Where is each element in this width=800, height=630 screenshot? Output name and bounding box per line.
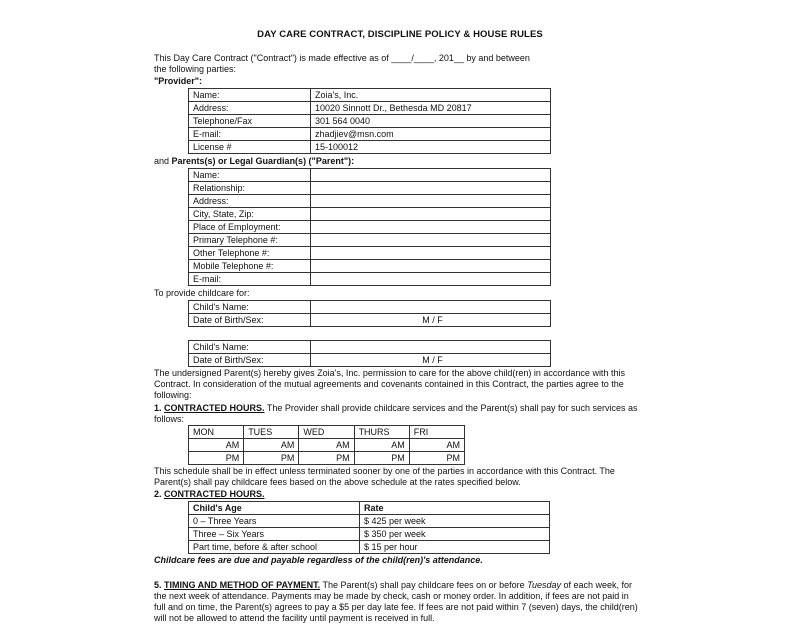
child-name-field[interactable] [311, 301, 551, 314]
parent-label: Place of Employment: [189, 221, 311, 234]
parent-value-field[interactable] [311, 260, 551, 273]
pm-cell[interactable]: PM [354, 452, 409, 465]
table-row [189, 141, 551, 154]
intro-line-1: This Day Care Contract ("Contract") is made effective as of ____/____, 201__ by and between [154, 53, 530, 63]
section-2-title: CONTRACTED HOURS. [164, 489, 265, 499]
am-cell[interactable]: AM [299, 439, 354, 452]
hours-table [188, 425, 465, 465]
provider-label: Telephone/Fax [189, 115, 311, 128]
undersigned-line-2: Contract. In consideration of the mutual agreements and covenants contained in this Contract, the parties agree to the [154, 379, 624, 389]
table-row [189, 515, 550, 528]
table-row [189, 221, 551, 234]
provider-value[interactable]: 15-100012 [311, 141, 551, 154]
parent-value-field[interactable] [311, 221, 551, 234]
section-5-title: TIMING AND METHOD OF PAYMENT. [164, 580, 321, 590]
rate-table [188, 501, 550, 554]
section-5-text-b: of each week, for [561, 580, 633, 590]
child-name-label: Child's Name: [189, 341, 311, 354]
day-header: FRI [409, 426, 464, 439]
parent-value-field[interactable] [311, 234, 551, 247]
childcare-intro: To provide childcare for: [154, 288, 250, 298]
section-5-text-a: The Parent(s) shall pay childcare fees on or before [320, 580, 528, 590]
table-row [189, 314, 551, 327]
section-5-line-3: full and on time, the Parent(s) agrees to pay a $5 per day late fee. If fees are not paid within 7 (seven) days, the child(ren) [154, 602, 638, 612]
child-sex-field[interactable]: M / F [311, 354, 551, 367]
parent-label: Primary Telephone #: [189, 234, 311, 247]
section-1-number: 1. [154, 403, 165, 413]
table-row [189, 528, 550, 541]
parent-value-field[interactable] [311, 169, 551, 182]
table-row [189, 426, 465, 439]
child-sex-field[interactable]: M / F [311, 314, 551, 327]
section-5-line-4: will not be allowed to attend the facility until payment is received in full. [154, 613, 435, 623]
parent-heading-line [154, 156, 664, 167]
parent-label: City, State, Zip: [189, 208, 311, 221]
pm-cell[interactable]: PM [409, 452, 464, 465]
am-cell[interactable]: AM [354, 439, 409, 452]
parent-value-field[interactable] [311, 195, 551, 208]
section-1-title: CONTRACTED HOURS. [164, 403, 265, 413]
provider-table [188, 88, 551, 154]
section-1-text: The Provider shall provide childcare services and the Parent(s) shall pay for such services as [264, 403, 638, 413]
section-5-line-2: the next week of attendance. Payments may be made by check, cash or money order. In addition, if fees are not paid in [154, 591, 629, 601]
rate-age: Three – Six Years [189, 528, 360, 541]
parent-value-field[interactable] [311, 247, 551, 260]
parent-label: E-mail: [189, 273, 311, 286]
table-row [189, 169, 551, 182]
table-row [189, 273, 551, 286]
provider-value[interactable]: 301 564 0040 [311, 115, 551, 128]
am-cell[interactable]: AM [189, 439, 244, 452]
schedule-line-1: This schedule shall be in effect unless terminated sooner by one of the parties in accordance with this Contract. The [154, 466, 615, 476]
section-1-heading [154, 403, 674, 414]
parent-label: Address: [189, 195, 311, 208]
rate-header-age: Child's Age [189, 502, 360, 515]
day-header: THURS [354, 426, 409, 439]
child-table-2 [188, 340, 551, 367]
parent-heading: Parents(s) or Legal Guardian(s) ("Parent"): [171, 156, 355, 166]
table-row [189, 502, 550, 515]
parent-value-field[interactable] [311, 273, 551, 286]
rate-age: 0 – Three Years [189, 515, 360, 528]
provider-label: Address: [189, 102, 311, 115]
provider-label: Name: [189, 89, 311, 102]
rate-value: $ 15 per hour [360, 541, 550, 554]
rate-value: $ 425 per week [360, 515, 550, 528]
section-1-text-2: follows: [154, 414, 185, 424]
section-2-number: 2. [154, 489, 165, 499]
parent-label: Relationship: [189, 182, 311, 195]
child-dob-label: Date of Birth/Sex: [189, 354, 311, 367]
table-row [189, 115, 551, 128]
undersigned-line-1: The undersigned Parent(s) hereby gives Zoia's, Inc. permission to care for the above child(ren) in accordance with this [154, 368, 625, 378]
rate-value: $ 350 per week [360, 528, 550, 541]
provider-value[interactable]: zhadjiev@msn.com [311, 128, 551, 141]
section-5-number: 5. [154, 580, 165, 590]
provider-label: License # [189, 141, 311, 154]
section-2-heading [154, 489, 664, 500]
table-row [189, 182, 551, 195]
provider-label: E-mail: [189, 128, 311, 141]
am-cell[interactable]: AM [244, 439, 299, 452]
parent-label: Other Telephone #: [189, 247, 311, 260]
rate-header-rate: Rate [360, 502, 550, 515]
table-row [189, 195, 551, 208]
table-row [189, 234, 551, 247]
parent-label: Name: [189, 169, 311, 182]
child-name-field[interactable] [311, 341, 551, 354]
table-row [189, 341, 551, 354]
undersigned-line-3: following: [154, 390, 192, 400]
provider-value[interactable]: 10020 Sinnott Dr., Bethesda MD 20817 [311, 102, 551, 115]
day-header: MON [189, 426, 244, 439]
table-row [189, 439, 465, 452]
child-dob-label: Date of Birth/Sex: [189, 314, 311, 327]
table-row [189, 541, 550, 554]
provider-heading: "Provider": [154, 76, 203, 86]
parent-value-field[interactable] [311, 208, 551, 221]
parent-heading-prefix: and [154, 156, 172, 166]
schedule-line-2: Parent(s) shall pay childcare fees based on the above schedule at the rates specified below. [154, 477, 521, 487]
intro-line-2: the following parties: [154, 64, 237, 74]
table-row [189, 128, 551, 141]
pm-cell[interactable]: PM [244, 452, 299, 465]
pm-cell[interactable]: PM [189, 452, 244, 465]
table-row [189, 89, 551, 102]
table-row [189, 260, 551, 273]
child-table-1 [188, 300, 551, 327]
rate-age: Part time, before & after school [189, 541, 360, 554]
table-row [189, 301, 551, 314]
fees-note: Childcare fees are due and payable regardless of the child(ren)'s attendance. [154, 555, 483, 565]
parent-table [188, 168, 551, 286]
provider-value[interactable]: Zoia's, Inc. [311, 89, 551, 102]
section-5-tuesday: Tuesday [527, 580, 561, 590]
pm-cell[interactable]: PM [299, 452, 354, 465]
day-header: WED [299, 426, 354, 439]
child-name-label: Child's Name: [189, 301, 311, 314]
table-row [189, 102, 551, 115]
table-row [189, 247, 551, 260]
section-5-heading [154, 580, 674, 591]
am-cell[interactable]: AM [409, 439, 464, 452]
parent-value-field[interactable] [311, 182, 551, 195]
parent-label: Mobile Telephone #: [189, 260, 311, 273]
table-row [189, 208, 551, 221]
day-header: TUES [244, 426, 299, 439]
document-title: DAY CARE CONTRACT, DISCIPLINE POLICY & HOUSE RULES [257, 29, 543, 40]
table-row [189, 452, 465, 465]
table-row [189, 354, 551, 367]
